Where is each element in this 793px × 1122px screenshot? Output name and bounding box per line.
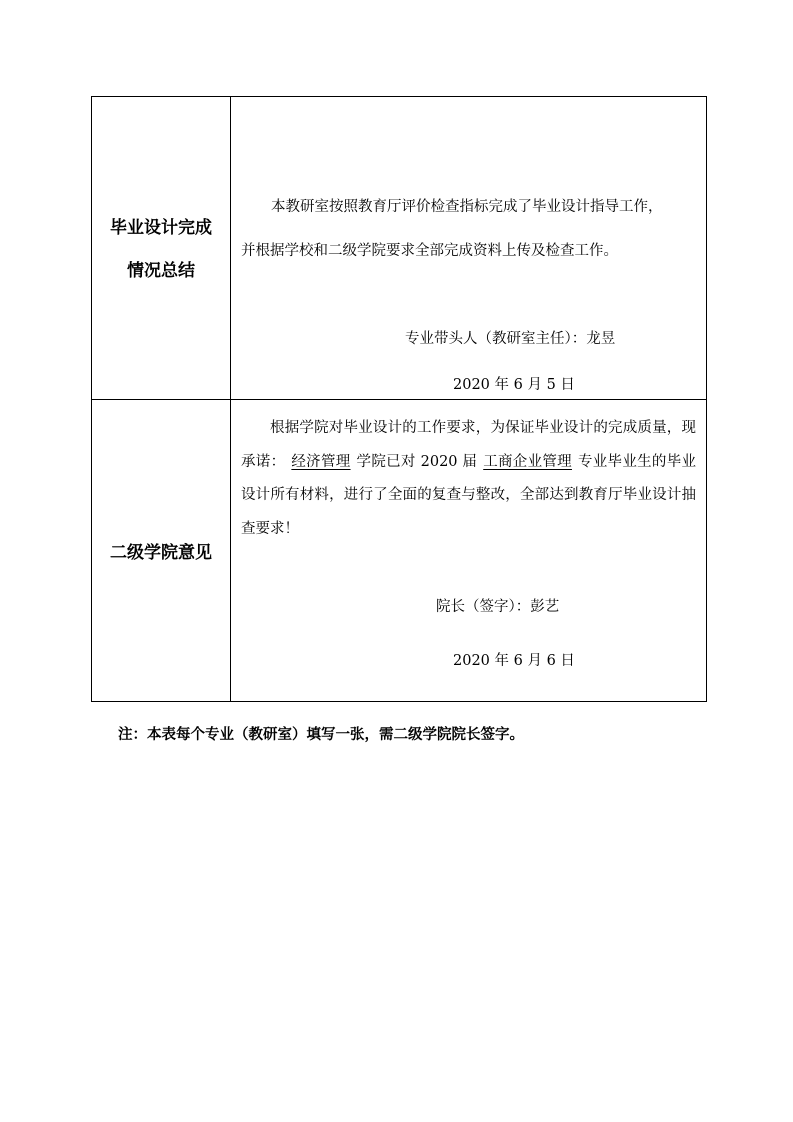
summary-label-cell bbox=[92, 97, 231, 399]
summary-date-year-char: 年 bbox=[494, 377, 510, 393]
college-date-year: 2020 bbox=[453, 653, 490, 669]
college-text-mid: 学院已对 2020 届 bbox=[356, 453, 478, 470]
college-row bbox=[92, 400, 706, 701]
summary-date-year: 2020 bbox=[453, 377, 490, 393]
summary-content-cell bbox=[231, 97, 706, 399]
dean-name: 彭艺 bbox=[530, 599, 560, 615]
summary-signer-label: 专业带头人（教研室主任）： bbox=[405, 331, 587, 347]
college-label-cell bbox=[92, 400, 231, 701]
summary-date-month-char: 月 bbox=[527, 377, 542, 393]
college-date-month: 6 bbox=[513, 653, 523, 669]
college-date bbox=[453, 654, 575, 669]
college-text-end: 专业毕业生的毕业设计所有材料，进行了全面的复查与整改，全部达到教育厅毕业设计抽查要求！ bbox=[241, 453, 697, 537]
dean-label: 院长（签字）： bbox=[436, 599, 531, 615]
summary-date-day: 5 bbox=[546, 377, 556, 393]
major-name: 工商企业管理 bbox=[483, 453, 572, 470]
college-name: 经济管理 bbox=[291, 453, 351, 470]
summary-text-line2: 并根据学校和二级学院要求全部完成资料上传及检查工作。 bbox=[241, 243, 618, 259]
college-opinion-paragraph bbox=[241, 412, 696, 546]
summary-label-line1: 毕业设计完成 bbox=[110, 218, 212, 238]
college-date-month-char: 月 bbox=[527, 653, 542, 669]
summary-signer bbox=[405, 332, 615, 347]
dean-signature bbox=[436, 600, 559, 615]
footer-note: 注：本表每个专业（教研室）填写一张，需二级学院院长签字。 bbox=[118, 727, 524, 743]
summary-text-line1: 本教研室按照教育厅评价检查指标完成了毕业设计指导工作， bbox=[271, 199, 663, 215]
summary-signer-name: 龙昱 bbox=[586, 331, 616, 347]
summary-date bbox=[453, 378, 575, 393]
summary-date-day-char: 日 bbox=[560, 377, 575, 393]
college-text-start: 根据学院对毕业设计的工作要求，为保证毕业设计的完成质量，现承诺： bbox=[241, 420, 696, 470]
college-date-day: 6 bbox=[546, 653, 556, 669]
college-content-cell bbox=[231, 400, 706, 701]
summary-row bbox=[92, 97, 706, 400]
college-label: 二级学院意见 bbox=[110, 543, 212, 563]
college-date-year-char: 年 bbox=[494, 653, 510, 669]
summary-label-line2: 情况总结 bbox=[127, 261, 195, 281]
summary-date-month: 6 bbox=[513, 377, 523, 393]
form-table bbox=[91, 96, 707, 702]
college-date-day-char: 日 bbox=[560, 653, 575, 669]
